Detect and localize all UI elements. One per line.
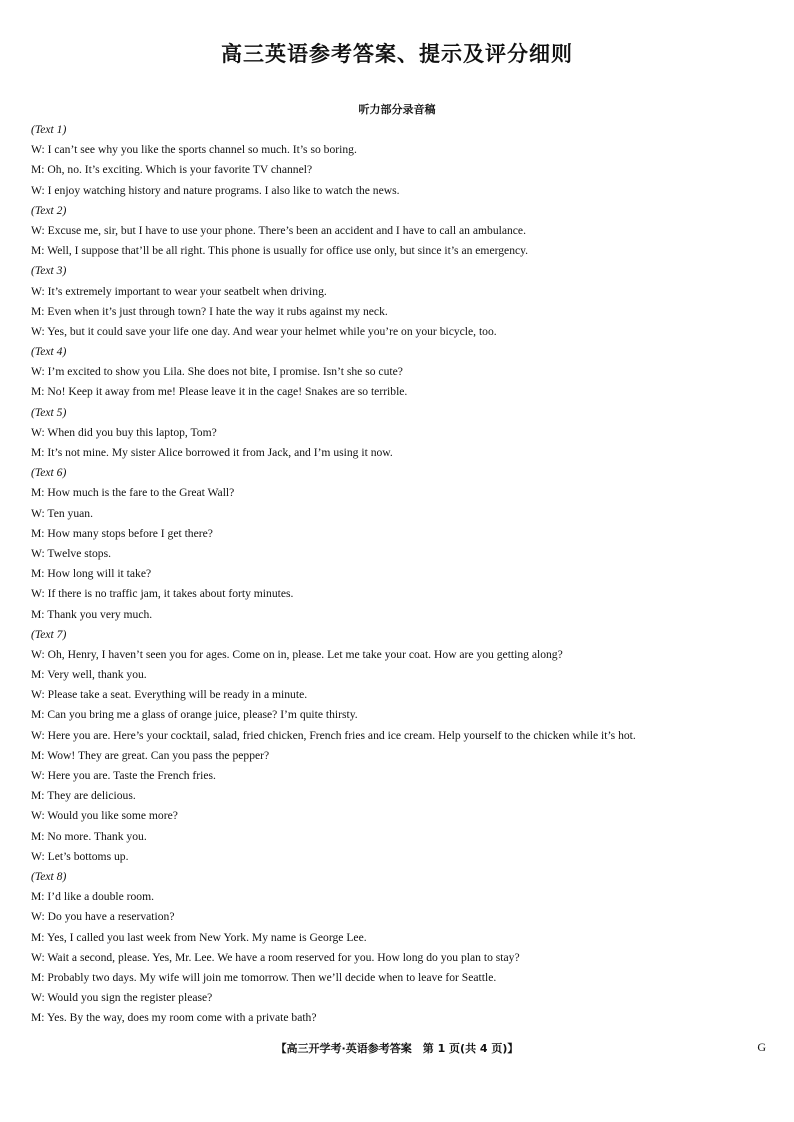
dialogue-line: M: Probably two days. My wife will join me tomorrow. Then we’ll decide when to leave for Seattle. bbox=[31, 970, 497, 984]
dialogue-line: M: Thank you very much. bbox=[31, 607, 153, 621]
text-marker: (Text 8) bbox=[31, 869, 67, 883]
dialogue-line: W: Would you sign the register please? bbox=[31, 991, 213, 1005]
text-marker: (Text 6) bbox=[31, 466, 67, 480]
dialogue-line: M: They are delicious. bbox=[31, 789, 136, 803]
dialogue-line: W: Yes, but it could save your life one day. And wear your helmet while you’re on your bicycle, too. bbox=[31, 324, 497, 338]
dialogue-line: M: How much is the fare to the Great Wall? bbox=[31, 486, 235, 500]
dialogue-line: W: Here you are. Here’s your cocktail, salad, fried chicken, French fries and ice cream. Help yourself to the chicken while it’s hot. bbox=[31, 728, 636, 742]
dialogue-line: M: It’s not mine. My sister Alice borrowed it from Jack, and I’m using it now. bbox=[31, 446, 393, 459]
dialogue-line: M: Can you bring me a glass of orange juice, please? I’m quite thirsty. bbox=[31, 708, 358, 722]
dialogue-line: W: Wait a second, please. Yes, Mr. Lee. We have a room reserved for you. How long do you plan to stay? bbox=[31, 950, 520, 964]
dialogue-line: W: When did you buy this laptop, Tom? bbox=[31, 425, 217, 439]
text-marker: (Text 3) bbox=[31, 264, 67, 278]
dialogue-line: W: Let’s bottoms up. bbox=[31, 849, 129, 863]
dialogue-line: W: I can’t see why you like the sports channel so much. It’s so boring. bbox=[31, 143, 357, 157]
dialogue-line: M: How long will it take? bbox=[31, 567, 152, 581]
dialogue-line: W: Twelve stops. bbox=[31, 546, 112, 560]
text-marker: (Text 7) bbox=[31, 627, 67, 641]
dialogue-line: M: No! Keep it away from me! Please leave it in the cage! Snakes are so terrible. bbox=[31, 385, 408, 399]
page-footer: 【高三开学考·英语参考答案 第 1 页(共 4 页)】 bbox=[275, 1042, 519, 1055]
dialogue-line: W: I enjoy watching history and nature programs. I also like to watch the news. bbox=[31, 183, 400, 197]
text-marker: (Text 4) bbox=[31, 345, 67, 359]
dialogue-line: M: No more. Thank you. bbox=[31, 829, 147, 843]
dialogue-line: W: I’m excited to show you Lila. She does not bite, I promise. Isn’t she so cute? bbox=[31, 365, 403, 379]
dialogue-line: M: Even when it’s just through town? I hate the way it rubs against my neck. bbox=[31, 304, 388, 318]
document-title: 高三英语参考答案、提示及评分细则 bbox=[221, 42, 573, 66]
text-marker: (Text 5) bbox=[31, 405, 67, 419]
dialogue-line: M: Very well, thank you. bbox=[31, 668, 147, 682]
dialogue-line: M: Well, I suppose that’ll be all right. This phone is usually for office use only, but since it’s an emergency. bbox=[31, 244, 529, 258]
dialogue-line: W: Do you have a reservation? bbox=[31, 910, 175, 924]
dialogue-line: M: Wow! They are great. Can you pass the pepper? bbox=[31, 748, 270, 762]
dialogue-line: M: Oh, no. It’s exciting. Which is your favorite TV channel? bbox=[31, 163, 313, 177]
dialogue-line: M: How many stops before I get there? bbox=[31, 526, 213, 540]
dialogue-line: W: Ten yuan. bbox=[31, 506, 93, 520]
dialogue-line: W: If there is no traffic jam, it takes about forty minutes. bbox=[31, 587, 294, 601]
dialogue-line: W: Please take a seat. Everything will be ready in a minute. bbox=[31, 688, 308, 702]
section-title: 听力部分录音稿 bbox=[358, 103, 436, 116]
version-code: G bbox=[757, 1040, 766, 1054]
dialogue-line: M: Yes. By the way, does my room come with a private bath? bbox=[31, 1011, 317, 1025]
dialogue-line: W: Here you are. Taste the French fries. bbox=[31, 769, 216, 782]
dialogue-line: M: Yes, I called you last week from New York. My name is George Lee. bbox=[31, 930, 367, 944]
dialogue-line: W: Excuse me, sir, but I have to use your phone. There’s been an accident and I have to call an ambulance. bbox=[31, 223, 526, 237]
text-marker: (Text 1) bbox=[31, 123, 67, 136]
dialogue-line: W: It’s extremely important to wear your seatbelt when driving. bbox=[31, 284, 327, 298]
dialogue-line: W: Would you like some more? bbox=[31, 809, 178, 823]
dialogue-line: W: Oh, Henry, I haven’t seen you for ages. Come on in, please. Let me take your coat. How are you getting along? bbox=[31, 647, 563, 661]
listening-transcript bbox=[31, 120, 781, 1028]
dialogue-line: M: I’d like a double room. bbox=[31, 890, 154, 904]
text-marker: (Text 2) bbox=[31, 203, 67, 217]
